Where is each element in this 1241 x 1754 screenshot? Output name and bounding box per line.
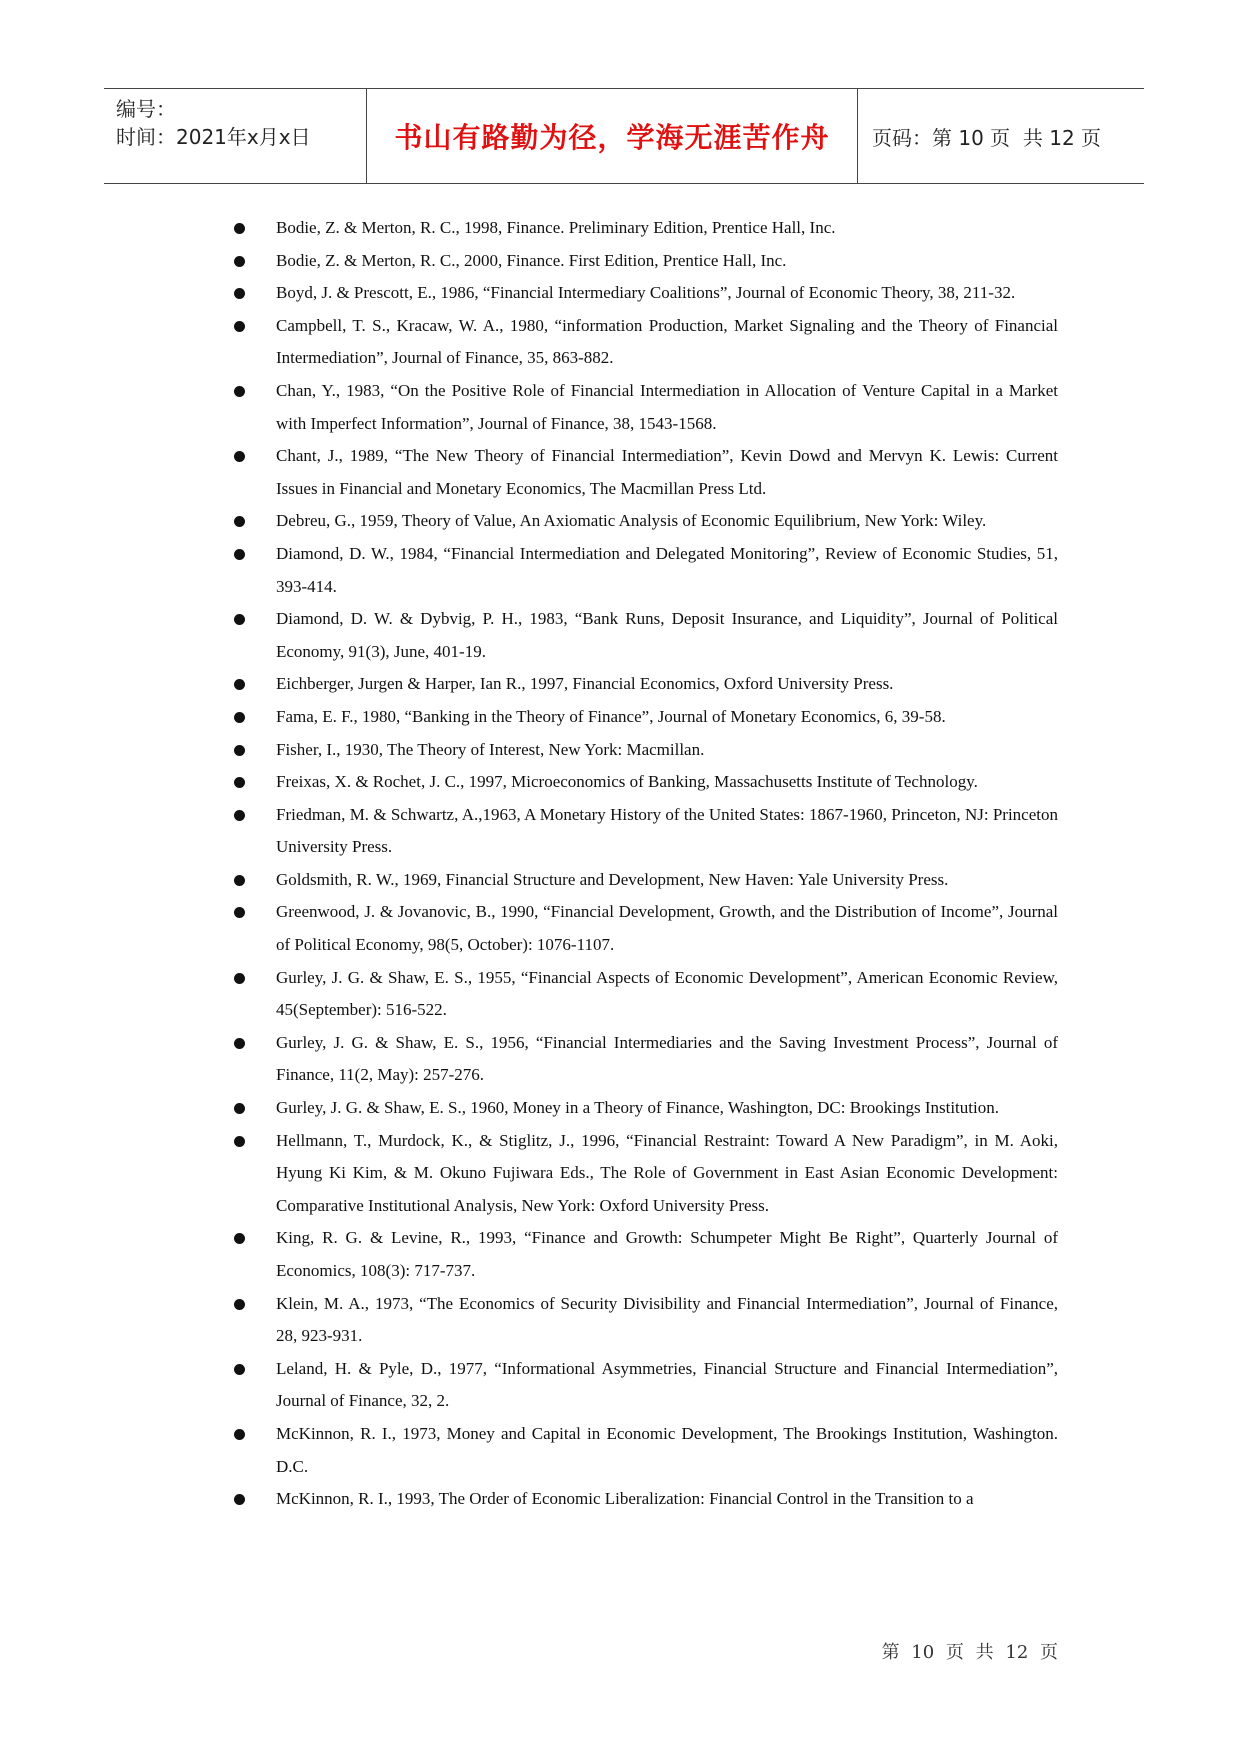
reference-item [228,1027,1058,1092]
bullet-icon [234,777,245,788]
bullet-icon [234,516,245,527]
bullet-icon [234,256,245,267]
reference-text: Goldsmith, R. W., 1969, Financial Structure and Development, New Haven: Yale University Press. [276,869,949,889]
reference-item [228,1222,1058,1287]
bullet-icon [234,907,245,918]
reference-item [228,538,1058,603]
bullet-icon [234,679,245,690]
reference-item [228,505,1058,538]
reference-item [228,1418,1058,1483]
reference-text: Campbell, T. S., Kracaw, W. A., 1980, “information Production, Market Signaling and the Theory of Financial Intermediation”, Journal of Finance, 35, 863-882. [276,315,1058,368]
reference-text: Gurley, J. G. & Shaw, E. S., 1960, Money in a Theory of Finance, Washington, DC: Brookings Institution. [276,1098,999,1118]
reference-text: Hellmann, T., Murdock, K., & Stiglitz, J., 1996, “Financial Restraint: Toward A New Paradigm”, in M. Aoki, Hyung Ki Kim, & M. Okuno Fujiwara Eds., The Role of Government in East Asian Economic Development: Comparative Institutional Analysis, New York: Oxford University Press. [276,1130,1058,1215]
reference-item [228,245,1058,278]
reference-text: McKinnon, R. I., 1993, The Order of Economic Liberalization: Financial Control in the Transition to a [276,1489,974,1509]
reference-text: Diamond, D. W., 1984, “Financial Intermediation and Delegated Monitoring”, Review of Economic Studies, 51, 393-414. [276,543,1058,596]
reference-item [228,701,1058,734]
bullet-icon [234,1299,245,1310]
reference-list [228,212,1058,1516]
reference-item [228,212,1058,245]
reference-text: Fisher, I., 1930, The Theory of Interest, New York: Macmillan. [276,739,705,759]
reference-item [228,1092,1058,1125]
reference-item [228,375,1058,440]
bullet-icon [234,1233,245,1244]
bullet-icon [234,549,245,560]
reference-text: Chant, J., 1989, “The New Theory of Financial Intermediation”, Kevin Dowd and Mervyn K. Lewis: Current Issues in Financial and Monetary Economics, The Macmillan Press Ltd. [276,446,1058,498]
reference-text: Bodie, Z. & Merton, R. C., 2000, Finance. First Edition, Prentice Hall, Inc. [276,250,787,270]
bullet-icon [234,288,245,299]
bullet-icon [234,1136,245,1147]
reference-text: Freixas, X. & Rochet, J. C., 1997, Microeconomics of Banking, Massachusetts Institute of Technology. [276,772,978,792]
reference-text: Boyd, J. & Prescott, E., 1986, “Financial Intermediary Coalitions”, Journal of Economic Theory, 38, 211-32. [276,283,1016,303]
reference-text: Chan, Y., 1983, “On the Positive Role of Financial Intermediation in Allocation of Venture Capital in a Market with Imperfect Information”, Journal of Finance, 38, 1543-1568. [276,380,1058,433]
page-footer: 第 10 页 共 12 页 [881,1642,1058,1663]
reference-text: Greenwood, J. & Jovanovic, B., 1990, “Financial Development, Growth, and the Distribution of Income”, Journal of Political Economy, 98(5, October): 1076-1107. [276,902,1058,955]
reference-item [228,1125,1058,1223]
bullet-icon [234,1494,245,1505]
bullet-icon [234,321,245,332]
reference-text: Diamond, D. W. & Dybvig, P. H., 1983, “Bank Runs, Deposit Insurance, and Liquidity”, Journal of Political Economy, 91(3), June, 401-19. [276,609,1058,661]
bullet-icon [234,810,245,821]
reference-text: McKinnon, R. I., 1973, Money and Capital in Economic Development, The Brookings Institution, Washington. D.C. [276,1423,1058,1476]
bullet-icon [234,712,245,723]
reference-item [228,440,1058,505]
bullet-icon [234,745,245,756]
reference-text: Fama, E. F., 1980, “Banking in the Theory of Finance”, Journal of Monetary Economics, 6, 39-58. [276,706,946,726]
reference-item [228,1353,1058,1418]
bullet-icon [234,451,245,462]
page-header [104,88,1144,184]
reference-item [228,864,1058,897]
document-number-label: 编号： [116,97,176,121]
reference-item [228,277,1058,310]
reference-text: King, R. G. & Levine, R., 1993, “Finance and Growth: Schumpeter Might Be Right”, Quarterly Journal of Economics, 108(3): 717-737. [276,1228,1058,1280]
document-time-label: 时间：2021年x月x日 [116,125,311,149]
reference-item [228,1483,1058,1516]
bullet-icon [234,223,245,234]
bullet-icon [234,1103,245,1114]
bullet-icon [234,614,245,625]
bullet-icon [234,973,245,984]
reference-item [228,799,1058,864]
reference-text: Friedman, M. & Schwartz, A.,1963, A Monetary History of the United States: 1867-1960, Princeton, NJ: Princeton University Press. [276,804,1058,857]
reference-text: Eichberger, Jurgen & Harper, Ian R., 1997, Financial Economics, Oxford University Press. [276,674,894,694]
header-page-info: 页码：第 10 页 共 12 页 [872,125,1102,150]
reference-item [228,734,1058,767]
reference-text: Gurley, J. G. & Shaw, E. S., 1956, “Financial Intermediaries and the Saving Investment Process”, Journal of Finance, 11(2, May): 257-276. [276,1032,1058,1085]
reference-text: Bodie, Z. & Merton, R. C., 1998, Finance. Preliminary Edition, Prentice Hall, Inc. [276,218,836,237]
reference-item [228,766,1058,799]
header-motto: 书山有路勤为径，学海无涯苦作舟 [394,121,830,154]
bullet-icon [234,1429,245,1440]
bullet-icon [234,1038,245,1049]
header-left-cell [104,89,367,183]
bullet-icon [234,386,245,397]
reference-item [228,668,1058,701]
reference-item [228,896,1058,961]
reference-item [228,603,1058,668]
reference-item [228,310,1058,375]
reference-item [228,962,1058,1027]
bullet-icon [234,1364,245,1375]
header-motto-cell [367,89,858,183]
header-page-cell [858,89,1144,183]
reference-text: Klein, M. A., 1973, “The Economics of Security Divisibility and Financial Intermediation”, Journal of Finance, 28, 923-931. [276,1293,1058,1346]
reference-text: Gurley, J. G. & Shaw, E. S., 1955, “Financial Aspects of Economic Development”, American Economic Review, 45(September): 516-522. [276,967,1058,1020]
reference-item [228,1288,1058,1353]
bullet-icon [234,875,245,886]
reference-text: Leland, H. & Pyle, D., 1977, “Informational Asymmetries, Financial Structure and Financial Intermediation”, Journal of Finance, 32, 2. [276,1358,1058,1411]
reference-text: Debreu, G., 1959, Theory of Value, An Axiomatic Analysis of Economic Equilibrium, New York: Wiley. [276,511,987,531]
